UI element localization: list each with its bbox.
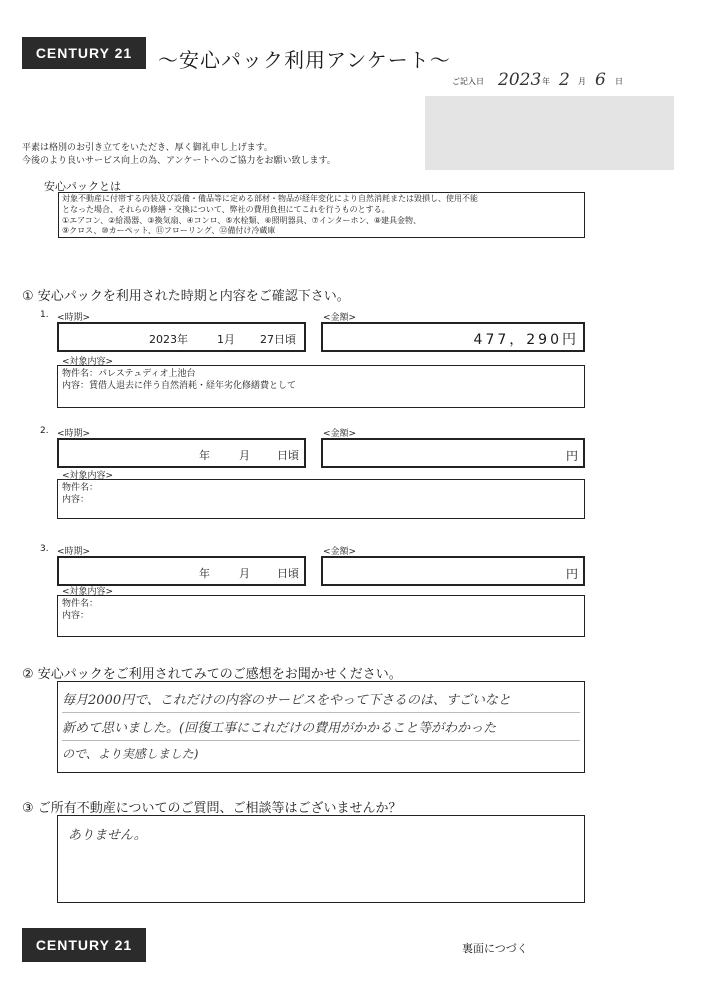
amount-label: <金額>	[323, 429, 357, 439]
anshin-line-2: となった場合、それらの修繕・交換について、弊社の費用負担にてこれを行うものとする。	[62, 204, 390, 214]
q2-answer-line-2: 新めて思いました。(回復工事にこれだけの費用がかかること等がわかった	[62, 721, 497, 736]
date-month: 2	[559, 70, 570, 90]
usage-entry-2	[0, 424, 707, 524]
period-month: 月	[239, 449, 250, 462]
date-day: 6	[595, 70, 606, 90]
amount-label: <金額>	[323, 313, 357, 323]
century21-logo: CENTURY 21	[22, 37, 146, 69]
intro-line-1: 平素は格別のお引き立てをいただき、厚く御礼申し上げます。	[22, 143, 273, 153]
entry-number: 3.	[40, 544, 49, 554]
content-field[interactable]	[57, 479, 585, 519]
content-field[interactable]	[57, 595, 585, 637]
usage-entry-1	[0, 308, 707, 428]
date-year: 2023	[498, 70, 542, 90]
property-name: 物件名：	[62, 483, 99, 493]
period-month: 月	[239, 567, 250, 580]
property-name: 物件名：パレステュディオ上池台	[62, 369, 196, 379]
redacted-area	[425, 96, 674, 170]
amount-field[interactable]	[321, 322, 585, 352]
period-year: 年	[199, 567, 210, 580]
q3-answer-field[interactable]	[57, 815, 585, 903]
amount-value: 477，290円	[473, 332, 579, 348]
q2-answer-line-1: 毎月2000円で、これだけの内容のサービスをやって下さるのは、すごいなと	[62, 693, 511, 708]
period-year: 年	[199, 449, 210, 462]
anshin-line-1: 対象不動産に付帯する内装及び設備・備品等に定める部材・物品が経年変化により自然消耗または毀損し、使用不能	[62, 194, 478, 203]
period-field[interactable]	[57, 556, 306, 586]
content-label: <対象内容>	[62, 357, 114, 367]
period-year: 2023年	[149, 333, 188, 346]
month-unit: 月	[578, 77, 586, 86]
period-month: 1月	[217, 333, 235, 346]
entry-date	[452, 70, 642, 90]
period-field[interactable]	[57, 438, 306, 468]
period-label: <時期>	[57, 313, 91, 323]
content-detail: 内容：賃借人退去に伴う自然消耗・経年劣化修繕費として	[62, 381, 297, 391]
period-label: <時期>	[57, 429, 91, 439]
page-title: 〜安心パック利用アンケート〜	[158, 48, 451, 72]
anshin-line-4: ⑨クロス、⑩カーペット、⑪フローリング、⑫備付け冷蔵庫	[62, 226, 276, 236]
entry-number: 1.	[40, 310, 49, 320]
q2-answer-line-3: ので、より実感しました)	[62, 747, 199, 761]
anshin-line-3: ①エアコン、②給湯器、③換気扇、④コンロ、⑤水栓類、⑥照明器具、⑦インターホン、⑧建具金物、	[62, 215, 422, 225]
amount-value: 円	[565, 449, 578, 463]
amount-label: <金額>	[323, 547, 357, 557]
continue-on-back: 裏面につづく	[462, 942, 528, 955]
property-name: 物件名：	[62, 599, 99, 609]
amount-field[interactable]	[321, 556, 585, 586]
intro-line-2: 今後のより良いサービス向上の為、アンケートへのご協力をお願い致します。	[22, 156, 336, 166]
century21-footer-logo: CENTURY 21	[22, 928, 146, 962]
entry-number: 2.	[40, 426, 49, 436]
usage-entry-3	[0, 542, 707, 642]
period-label: <時期>	[57, 547, 91, 557]
period-field[interactable]	[57, 322, 306, 352]
content-label: <対象内容>	[62, 587, 114, 597]
content-detail: 内容：	[62, 495, 90, 505]
q1-heading: ① 安心パックを利用された時期と内容をご確認下さい。	[22, 289, 350, 304]
amount-value: 円	[565, 567, 578, 581]
amount-field[interactable]	[321, 438, 585, 468]
q3-heading: ③ ご所有不動産についてのご質問、ご相談等はございませんか？	[22, 801, 402, 816]
day-unit: 日	[615, 77, 623, 86]
period-day: 27日頃	[260, 333, 296, 346]
period-day: 日頃	[277, 567, 299, 580]
period-day: 日頃	[277, 449, 299, 462]
content-label: <対象内容>	[62, 471, 114, 481]
content-detail: 内容：	[62, 611, 90, 621]
anshin-description-box	[58, 192, 585, 238]
content-field[interactable]	[57, 365, 585, 408]
q3-answer: ありません。	[68, 828, 147, 843]
q2-answer-field[interactable]	[57, 681, 585, 773]
q2-heading: ② 安心パックをご利用されてみてのご感想をお聞かせください。	[22, 667, 402, 682]
anshin-heading: 安心パックとは	[44, 180, 121, 193]
date-label: ご記入日	[452, 77, 484, 86]
year-unit: 年	[542, 77, 550, 86]
